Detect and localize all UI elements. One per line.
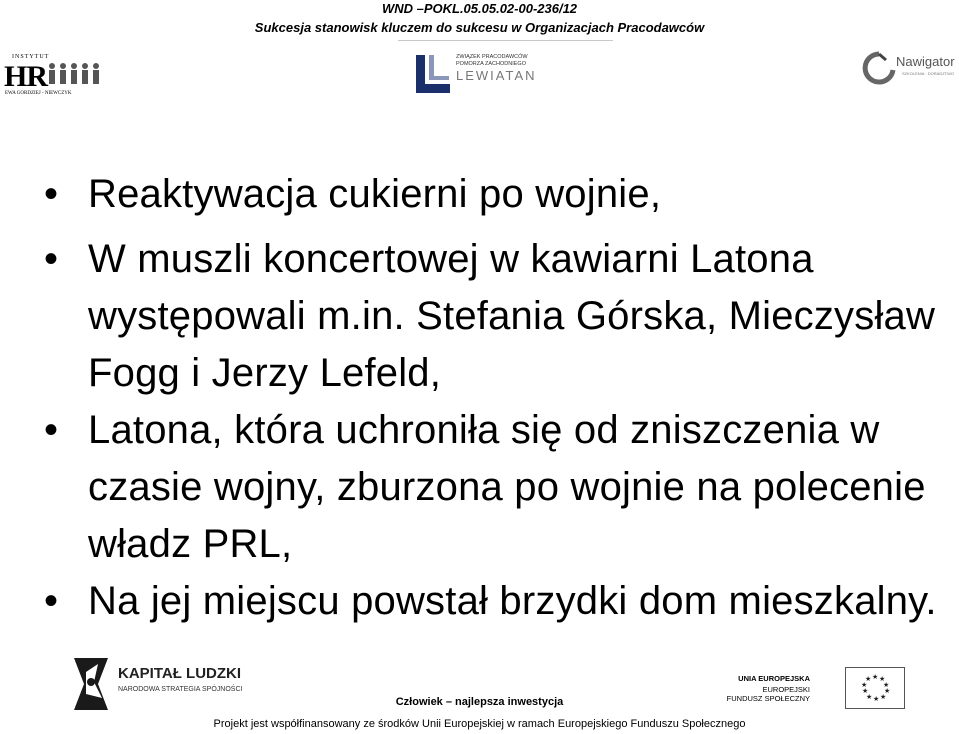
header-divider [398, 40, 613, 41]
nawigator-name: Nawigator [896, 54, 955, 69]
bullet-item [0, 573, 959, 630]
eu-fund-line1: EUROPEJSKI [762, 685, 810, 694]
eu-union-text: UNIA EUROPEJSKA [738, 674, 810, 683]
bullet-text: W muszli koncertowej w kawiarni Latona występowali m.in. Stefania Górska, Mieczysław Fogg i Jerzy Lefeld, [88, 237, 936, 395]
hr-logo-sub-text: EWA GORDZIEJ - NIEWCZYK [5, 91, 72, 96]
project-code: WND –POKL.05.05.02-00-236/12 [381, 1, 578, 16]
footer-cofinance-note: Projekt jest współfinansowany ze środków Unii Europejskiej w ramach Europejskiego Funduszu Społecznego [213, 718, 746, 730]
slide-content [0, 166, 959, 634]
svg-text:★: ★ [883, 681, 890, 689]
bullet-text: Latona, która uchroniła się od zniszczenia w czasie wojny, zburzona po wojnie na polecenie władz PRL, [88, 408, 926, 566]
nawigator-sub: SZKOLENIA · DORADZTWO [902, 71, 955, 76]
bullet-item [0, 166, 959, 223]
eu-fund-line2: FUNDUSZ SPOŁECZNY [726, 694, 810, 703]
lewiatan-mark-icon [414, 53, 452, 95]
svg-text:★: ★ [884, 687, 891, 695]
svg-text:★: ★ [862, 687, 869, 695]
svg-text:★: ★ [866, 693, 873, 701]
svg-text:★: ★ [872, 673, 879, 681]
nawigator-swirl-icon [862, 50, 896, 88]
bullet-dot-icon: • [44, 172, 59, 216]
project-title: Sukcesja stanowisk kluczem do sukcesu w Organizacjach Pracodawców [254, 20, 705, 35]
people-silhouettes-icon [46, 60, 100, 90]
lewiatan-small-line2: POMORZA ZACHODNIEGO [456, 61, 526, 67]
bullet-dot-icon: • [44, 237, 59, 281]
hr-logo-main-text: HR [4, 60, 47, 93]
svg-text:★: ★ [865, 675, 872, 683]
bullet-text: Na jej miejscu powstał brzydki dom mieszkalny. [88, 579, 937, 623]
hr-logo-top-text: INSTYTUT [12, 54, 50, 60]
kapital-ludzki-name: KAPITAŁ LUDZKI [118, 665, 242, 682]
lewiatan-small-line1: ZWIĄZEK PRACODAWCÓW [456, 54, 528, 60]
svg-text:★: ★ [880, 693, 887, 701]
svg-text:★: ★ [879, 675, 886, 683]
bullet-text: Reaktywacja cukierni po wojnie, [88, 172, 662, 216]
svg-text:★: ★ [861, 681, 868, 689]
footer-slogan: Człowiek – najlepsza inwestycja [395, 696, 564, 708]
instytut-hr-logo [2, 54, 100, 100]
kapital-ludzki-sub: NARODOWA STRATEGIA SPÓJNOŚCI [118, 686, 243, 693]
bullet-dot-icon: • [44, 408, 59, 452]
bullet-item [0, 231, 959, 402]
svg-text:★: ★ [873, 695, 880, 703]
lewiatan-name: LEWIATAN [456, 68, 537, 83]
nawigator-logo [862, 50, 958, 92]
bullet-item [0, 402, 959, 573]
bullet-dot-icon: • [44, 579, 59, 623]
lewiatan-logo [414, 50, 554, 96]
